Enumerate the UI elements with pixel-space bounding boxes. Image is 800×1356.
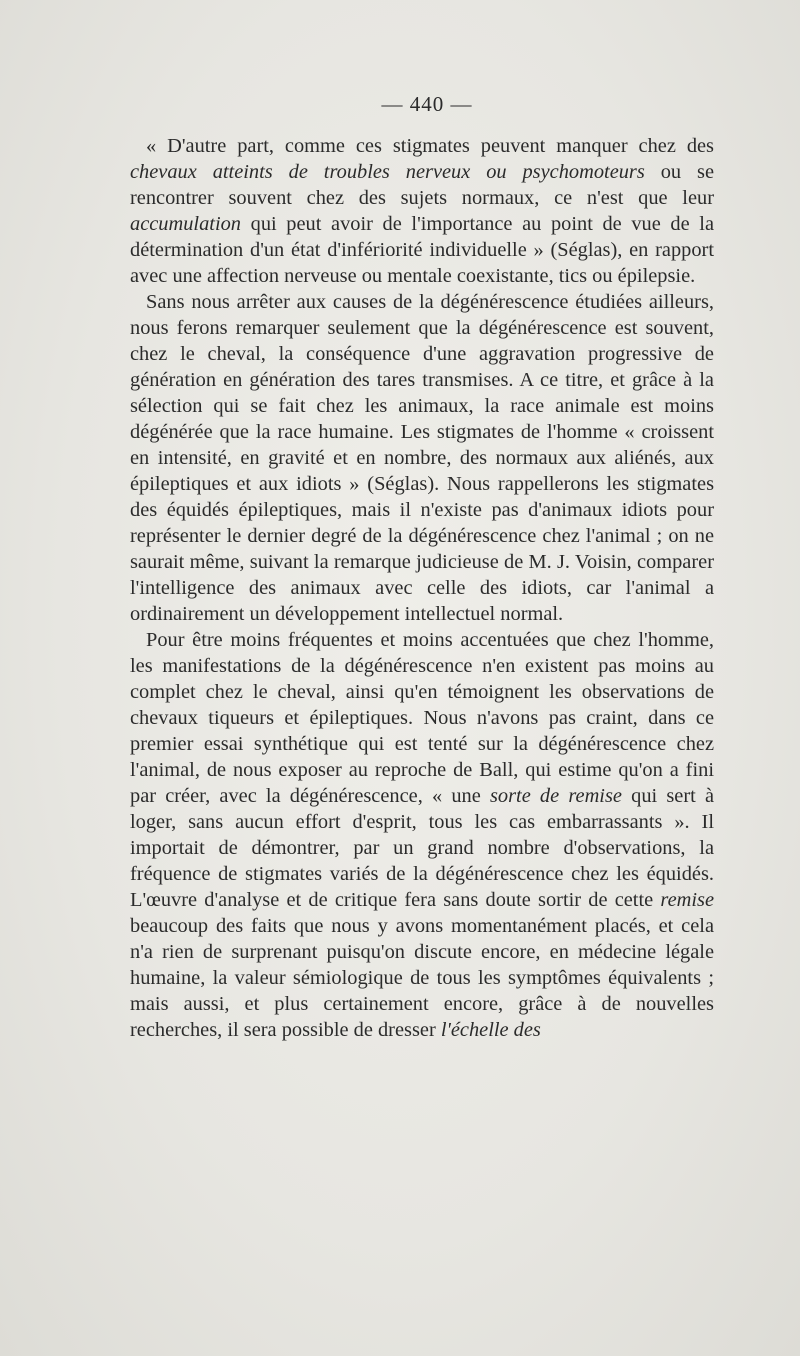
paragraph-1 (130, 133, 714, 289)
paragraph-1-italic-word: accumulation (130, 213, 241, 235)
paragraph-3-italic-word: remise (660, 889, 714, 911)
paragraph-1-text-e: qui peut avoir de l'importance au point de vue de la détermination d'un état d'infériorité individuelle » (Séglas), en rapport avec une affection nerveuse ou mentale coexistante, tics ou épilepsie. (130, 213, 714, 287)
paragraph-2: Sans nous arrêter aux causes de la dégénérescence étudiées ailleurs, nous ferons remarquer seulement que la dégénérescence est souvent, chez le cheval, la conséquence d'une aggravation progressive de génération en génération des tares transmises. A ce titre, et grâce à la sélection qui se fait chez les animaux, la race animale est moins dégénérée que la race humaine. Les stigmates de l'homme « croissent en intensité, en gravité et en nombre, des normaux aux aliénés, aux épileptiques et aux idiots » (Séglas). Nous rappellerons les stigmates des équidés épileptiques, mais il n'existe pas d'animaux idiots pour représenter le dernier degré de la dégénérescence chez l'animal ; on ne saurait même, suivant la remarque judicieuse de M. J. Voisin, comparer l'intelligence des animaux avec celle des idiots, car l'animal a ordinairement un développement intellectuel normal. (130, 291, 714, 625)
paragraph-1-italic-phrase: chevaux atteints de troubles nerveux ou psychomoteurs (130, 161, 645, 183)
paragraph-3-text-a: Pour être moins fréquentes et moins accentuées que chez l'homme, les manifestations de la dégénérescence n'en existent pas moins au complet chez le cheval, ainsi qu'en témoignent les observations de chevaux tiqueurs et épileptiques. Nous n'avons pas craint, dans ce premier essai synthétique qui est tenté sur la dégénérescence chez l'animal, de nous exposer au reproche de Ball, qui estime qu'on a fini par créer, avec la dégénérescence, « une (130, 629, 714, 807)
page-number: — 440 — (381, 92, 473, 116)
book-page (130, 92, 714, 1043)
paragraph-3-text-c: qui sert à loger, sans aucun effort d'esprit, tous les cas embarrassants ». Il importait de démontrer, par un grand nombre d'observations, la fréquence de stigmates variés de la dégénérescence chez les équidés. L'œuvre d'analyse et de critique fera sans doute sortir de cette (130, 785, 715, 911)
paragraph-3-italic-phrase: sorte de remise (489, 785, 622, 807)
paragraph-3-italic-ending: l'échelle des (440, 1019, 541, 1041)
paragraph-1-text-a: « D'autre part, comme ces stigmates peuvent manquer chez des (146, 135, 714, 157)
paragraph-3-text-e: beaucoup des faits que nous y avons momentanément placés, et cela n'a rien de surprenant puisqu'on discute encore, en médecine légale humaine, la valeur sémiologique de tous les symptômes équivalents ; mais aussi, et plus certainement encore, grâce à de nouvelles recherches, il sera possible de dresser (130, 915, 714, 1041)
paragraph-3 (130, 627, 714, 1043)
paragraph-1-text-c: ou se rencontrer souvent chez des sujets normaux, ce n'est que leur (130, 161, 714, 209)
